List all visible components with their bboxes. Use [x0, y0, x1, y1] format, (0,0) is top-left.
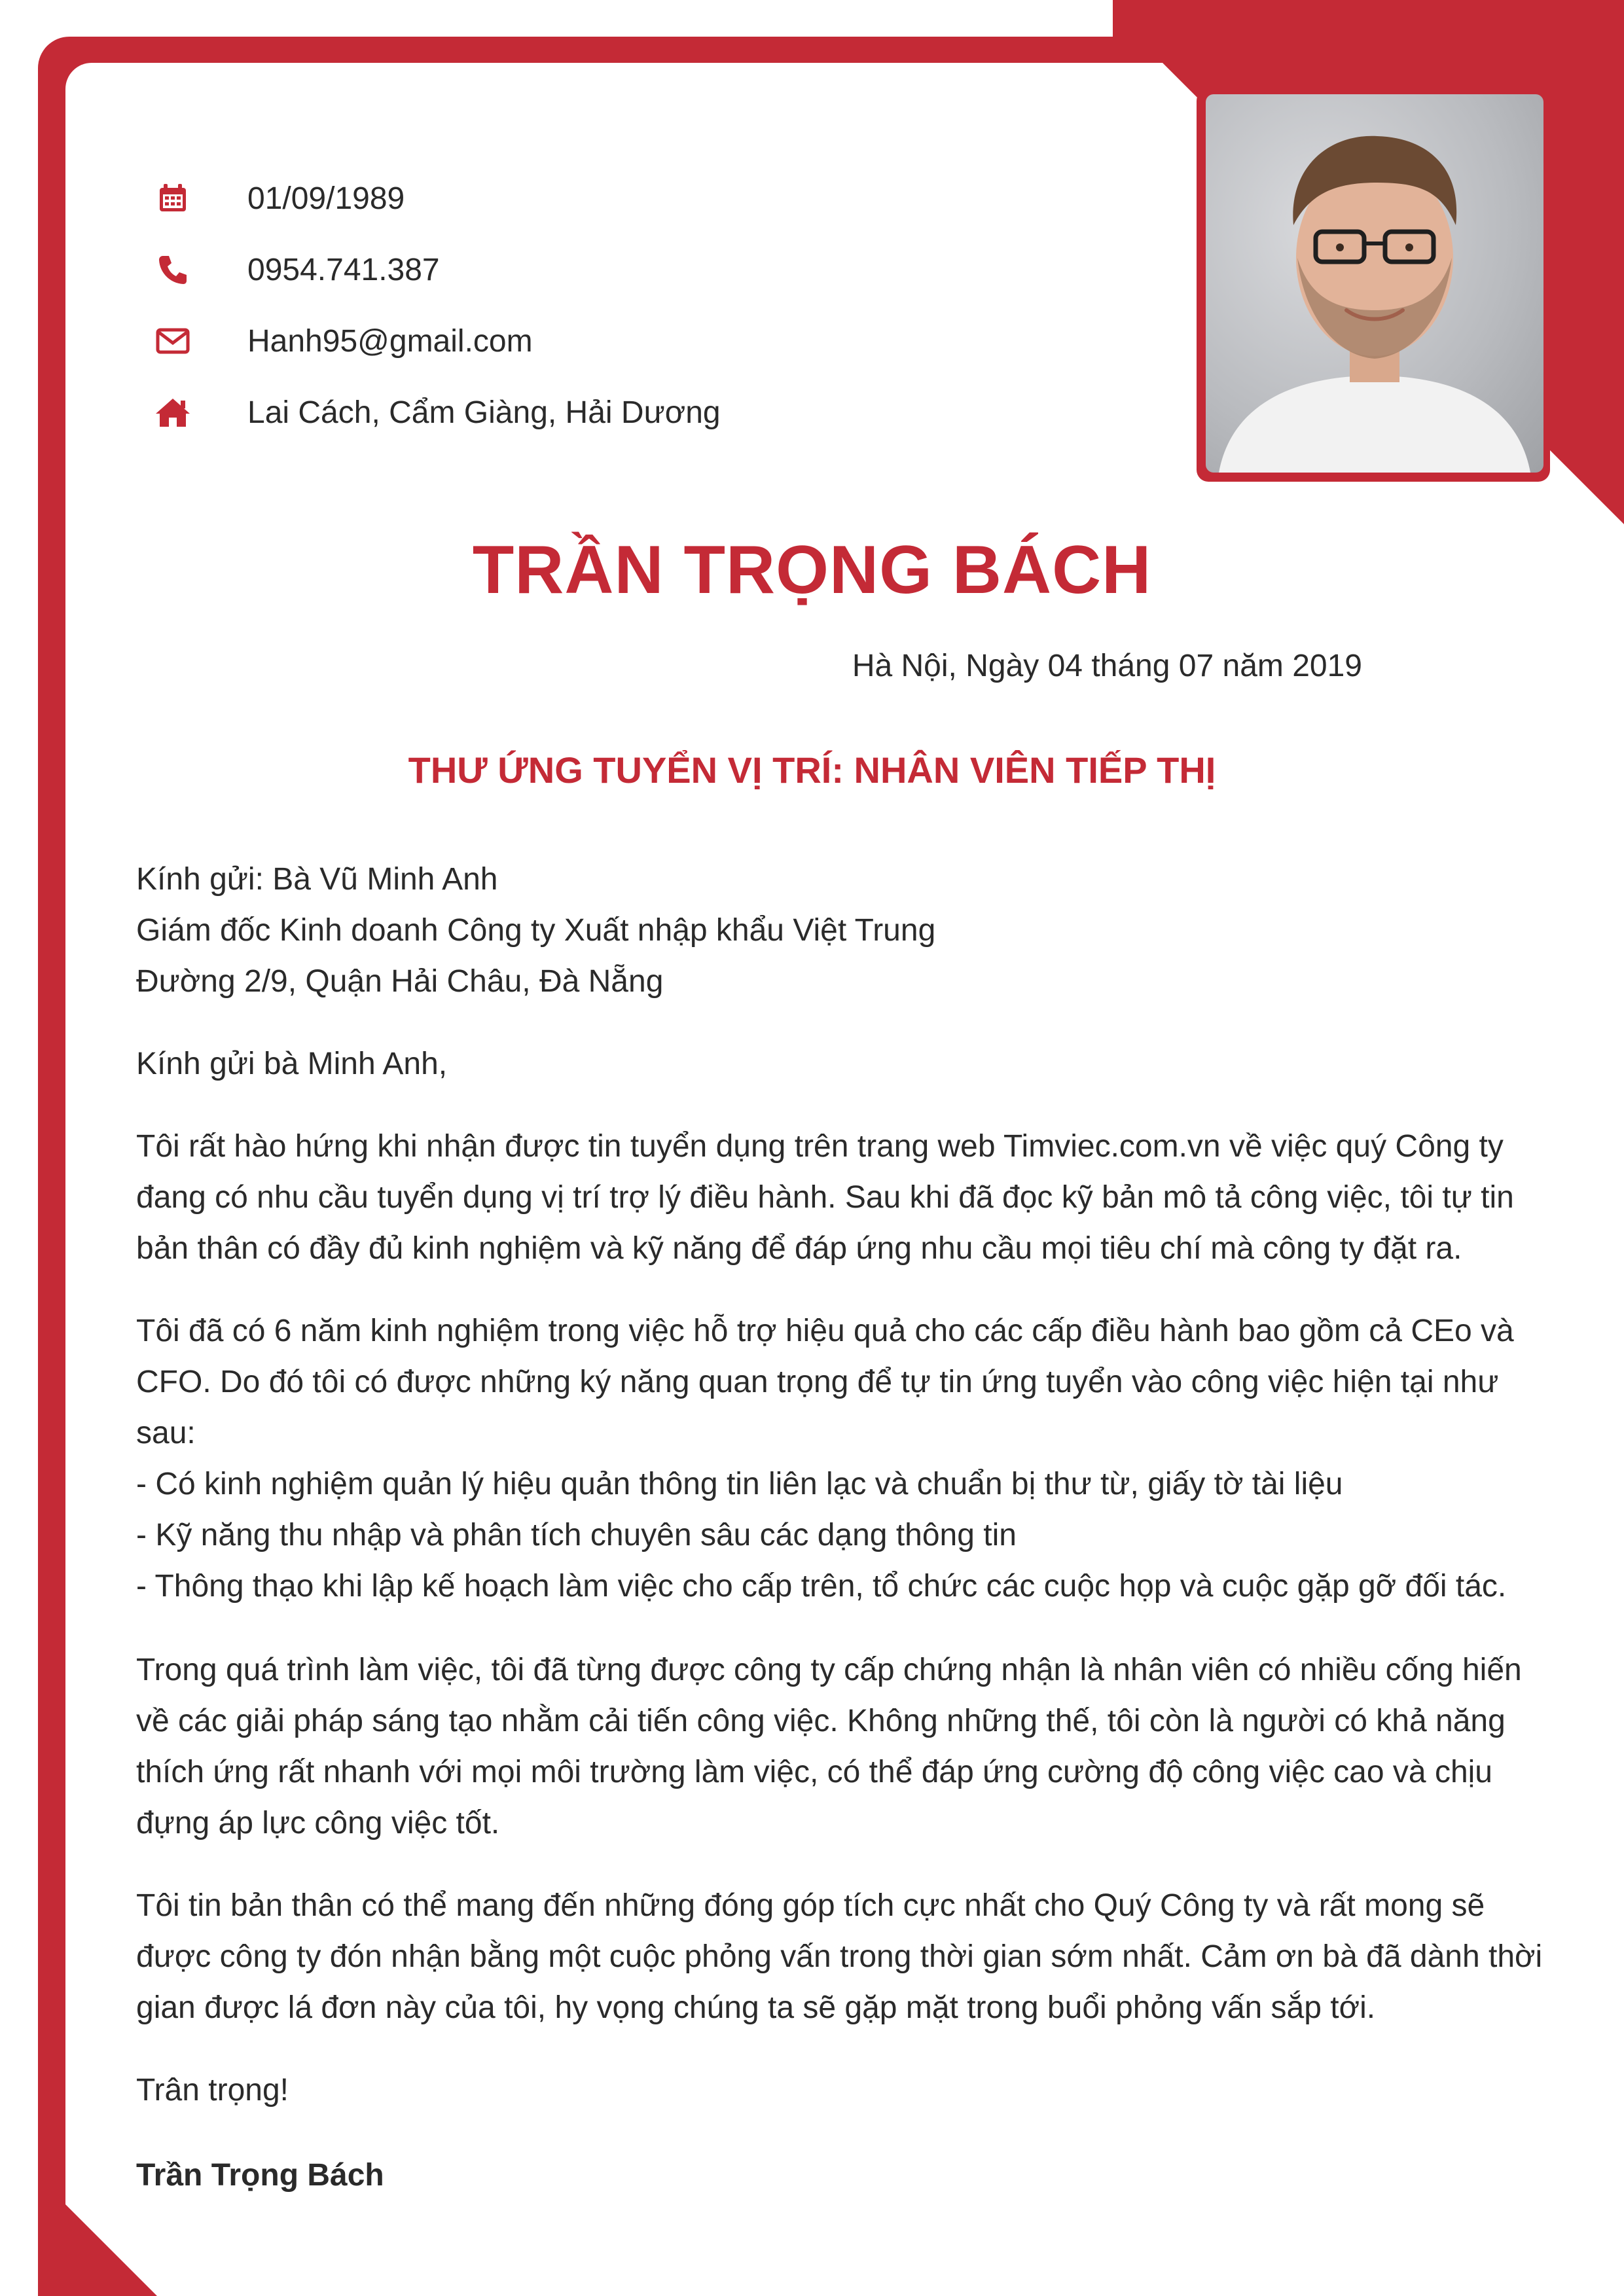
paragraph-line: Tôi rất hào hứng khi nhận được tin tuyển dụng trên trang web Timviec.com.vn về việc quý Công ty — [136, 1129, 1504, 1164]
closing: Trân trọng! — [136, 2073, 289, 2108]
place-date: Hà Nội, Ngày 04 tháng 07 năm 2019 — [852, 649, 1362, 683]
email-address: Hanh95@gmail.com — [247, 323, 533, 359]
paragraph-line: bản thân có đầy đủ kinh nghiệm và kỹ năng để đáp ứng nhu cầu mọi tiêu chí mà công ty đặt ra. — [136, 1231, 1462, 1266]
paragraph-line: thích ứng rất nhanh với mọi môi trường làm việc, có thể đáp ứng cường độ công việc cao và chịu — [136, 1755, 1492, 1789]
greeting: Kính gửi bà Minh Anh, — [136, 1047, 448, 1081]
contact-phone — [154, 247, 440, 293]
paragraph-line: Tôi tin bản thân có thể mang đến những đóng góp tích cực nhất cho Quý Công ty và rất mong sẽ — [136, 1888, 1485, 1923]
paragraph-line: về các giải pháp sáng tạo nhằm cải tiến công việc. Không những thế, tôi còn là người có khả năng — [136, 1704, 1506, 1738]
paragraph-line: được công ty đón nhận bằng một cuộc phỏng vấn trong thời gian sớm nhất. Cảm ơn bà đã dành thời — [136, 1939, 1543, 1974]
avatar-portrait — [1206, 94, 1543, 473]
birth-date: 01/09/1989 — [247, 181, 405, 216]
address: Lai Cách, Cẩm Giàng, Hải Dương — [247, 395, 721, 430]
paragraph-line: sau: — [136, 1416, 196, 1450]
recipient-line: Đường 2/9, Quận Hải Châu, Đà Nẵng — [136, 964, 664, 999]
paragraph-line: đang có nhu cầu tuyển dụng vị trí trợ lý điều hành. Sau khi đã đọc kỹ bản mô tả công việc, tôi tự tin — [136, 1180, 1514, 1215]
letter-subject: THƯ ỨNG TUYỂN VỊ TRÍ: NHÂN VIÊN TIẾP THỊ — [408, 749, 1216, 791]
home-icon — [154, 394, 191, 431]
paragraph-line: Tôi đã có 6 năm kinh nghiệm trong việc hỗ trợ hiệu quả cho các cấp điều hành bao gồm cả CEo và — [136, 1314, 1514, 1348]
paragraph-line: đựng áp lực công việc tốt. — [136, 1806, 500, 1840]
contact-birth-date — [154, 175, 405, 221]
phone-number: 0954.741.387 — [247, 252, 440, 287]
recipient-line: Giám đốc Kinh doanh Công ty Xuất nhập khẩu Việt Trung — [136, 913, 936, 948]
mail-icon — [154, 323, 191, 359]
applicant-name: TRẦN TRỌNG BÁCH — [472, 532, 1152, 608]
recipient-line: Kính gửi: Bà Vũ Minh Anh — [136, 862, 498, 897]
contact-email — [154, 318, 533, 364]
skill-item: - Kỹ năng thu nhập và phân tích chuyên sâu các dạng thông tin — [136, 1518, 1017, 1552]
paragraph-line: Trong quá trình làm việc, tôi đã từng được công ty cấp chứng nhận là nhân viên có nhiều cống hiến — [136, 1653, 1522, 1687]
paragraph-line: gian được lá đơn này của tôi, hy vọng chúng ta sẽ gặp mặt trong buổi phỏng vấn sắp tới. — [136, 1990, 1376, 2025]
calendar-icon — [154, 180, 191, 217]
skill-item: - Có kinh nghiệm quản lý hiệu quản thông tin liên lạc và chuẩn bị thư từ, giấy tờ tài liệu — [136, 1467, 1343, 1501]
signature: Trần Trọng Bách — [136, 2158, 384, 2193]
avatar — [1206, 94, 1543, 473]
skill-item: - Thông thạo khi lập kế hoạch làm việc cho cấp trên, tổ chức các cuộc họp và cuộc gặp gỡ đối tác. — [136, 1569, 1507, 1604]
contact-address — [154, 389, 721, 435]
phone-icon — [154, 251, 191, 288]
paragraph-line: CFO. Do đó tôi có được những ký năng quan trọng để tự tin ứng tuyển vào công việc hiện tại như — [136, 1365, 1499, 1399]
